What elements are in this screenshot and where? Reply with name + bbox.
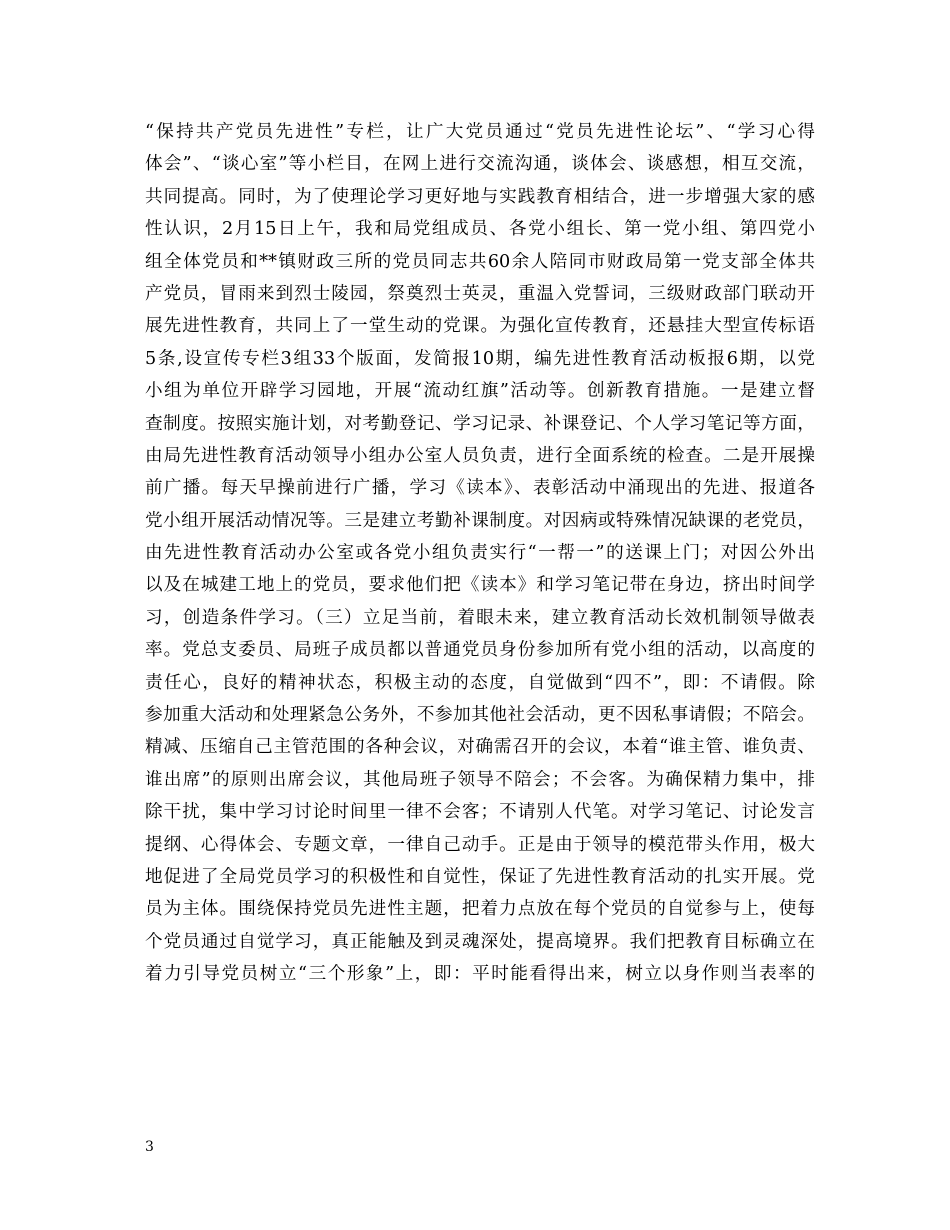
- text-line: 小组为单位开辟学习园地，开展“流动红旗”活动等。创新教育措施。一是建立督: [145, 381, 815, 402]
- text-line: 参加重大活动和处理紧急公务外，不参加其他社会活动，更不因私事请假；不陪会。: [145, 705, 815, 726]
- text-line: 以及在城建工地上的党员，要求他们把《读本》和学习笔记带在身边，挤出时间学: [145, 575, 815, 596]
- text-line: 责任心，良好的精神状态，积极主动的态度，自觉做到“四不”，即：不请假。除: [145, 672, 815, 693]
- text-line: 个党员通过自觉学习，真正能触及到灵魂深处，提高境界。我们把教育目标确立在: [145, 931, 815, 952]
- text-line: 共同提高。同时，为了使理论学习更好地与实践教育相结合，进一步增强大家的感: [145, 186, 815, 207]
- text-line: 除干扰，集中学习讨论时间里一律不会客；不请别人代笔。对学习笔记、讨论发言: [145, 802, 815, 823]
- text-line: 谁出席”的原则出席会议，其他局班子领导不陪会；不会客。为确保精力集中，排: [145, 769, 815, 790]
- text-line: 习，创造条件学习。（三）立足当前，着眼未来，建立教育活动长效机制领导做表: [145, 607, 815, 628]
- text-line: 由局先进性教育活动领导小组办公室人员负责，进行全面系统的检查。二是开展操: [145, 445, 815, 466]
- text-line: 由先进性教育活动办公室或各党小组负责实行“一帮一”的送课上门；对因公外出: [145, 543, 815, 564]
- text-line: 体会”、“谈心室”等小栏目，在网上进行交流沟通，谈体会、谈感想，相互交流，: [145, 154, 815, 175]
- text-line: 前广播。每天早操前进行广播，学习《读本》、表彰活动中涌现出的先进、报道各: [145, 478, 815, 499]
- text-line: 着力引导党员树立“三个形象”上，即：平时能看得出来，树立以身作则当表率的: [145, 964, 815, 985]
- text-line: 性认识，2月15日上午，我和局党组成员、各党小组长、第一党小组、第四党小: [145, 219, 815, 240]
- page-number: 3: [145, 1139, 154, 1155]
- text-line: 查制度。按照实施计划，对考勤登记、学习记录、补课登记、个人学习笔记等方面，: [145, 413, 815, 434]
- text-line: 产党员，冒雨来到烈士陵园，祭奠烈士英灵，重温入党誓词，三级财政部门联动开: [145, 283, 815, 304]
- text-line: 组全体党员和**镇财政三所的党员同志共60余人陪同市财政局第一党支部全体共: [145, 251, 815, 272]
- text-line: 地促进了全局党员学习的积极性和自觉性，保证了先进性教育活动的扎实开展。党: [145, 866, 815, 887]
- text-line: 党小组开展活动情况等。三是建立考勤补课制度。对因病或特殊情况缺课的老党员，: [145, 510, 815, 531]
- text-line: 展先进性教育，共同上了一堂生动的党课。为强化宣传教育，还悬挂大型宣传标语: [145, 316, 815, 337]
- text-line: 精减、压缩自己主管范围的各种会议，对确需召开的会议，本着“谁主管、谁负责、: [145, 737, 815, 758]
- text-line: 率。党总支委员、局班子成员都以普通党员身份参加所有党小组的活动，以高度的: [145, 640, 815, 661]
- text-line: 提纲、心得体会、专题文章，一律自己动手。正是由于领导的模范带头作用，极大: [145, 834, 815, 855]
- text-line: 员为主体。围绕保持党员先进性主题，把着力点放在每个党员的自觉参与上，使每: [145, 899, 815, 920]
- body-text: [145, 116, 815, 991]
- text-line: 5条,设宣传专栏3组33个版面，发简报10期，编先进性教育活动板报6期，以党: [145, 348, 815, 369]
- text-line: “保持共产党员先进性”专栏，让广大党员通过“党员先进性论坛”、“学习心得: [145, 122, 815, 142]
